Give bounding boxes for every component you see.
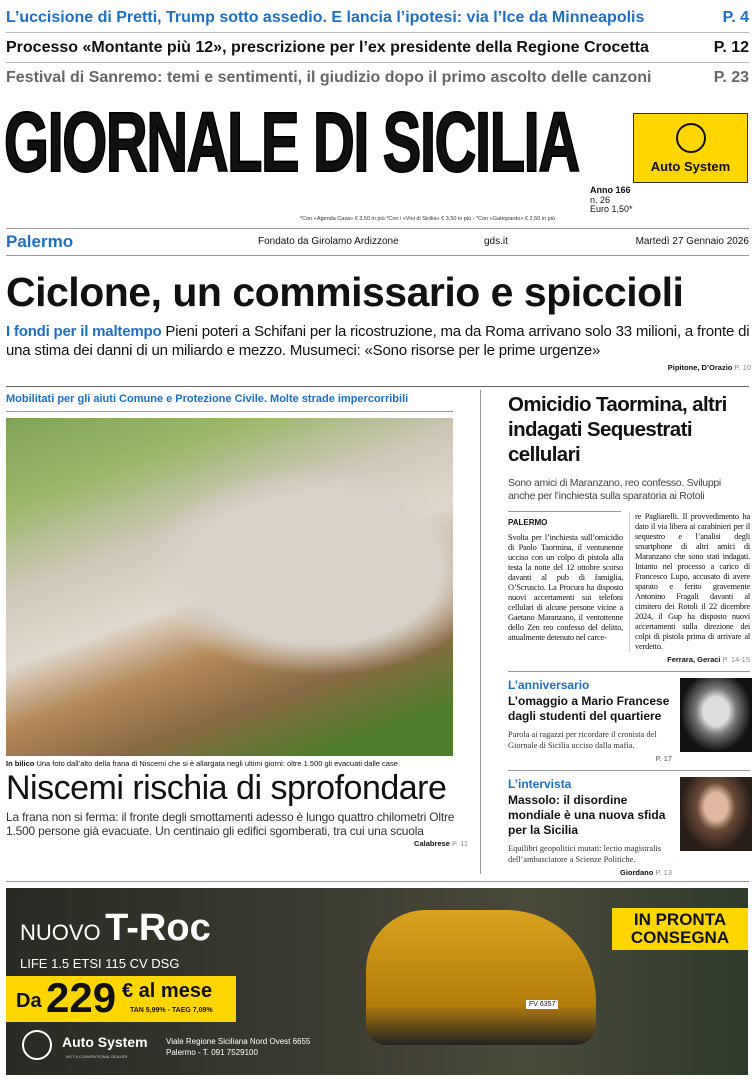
ad-address: Viale Regione Siciliana Nord Ovest 6655 Palermo - T. 091 7529100 <box>166 1037 311 1057</box>
anniversario-headline[interactable]: L’omaggio a Mario Francese dagli studenti del quartiere <box>508 694 670 723</box>
niscemi-summary: La frana non si ferma: il fronte degli smottamenti adesso è lungo quattro chilometri Oltre 1.500 persone già evacuate. Un centinaio gli edifici sgomberati, tra cui una scuola <box>6 810 455 838</box>
license-plate: FV 6357 <box>526 1000 558 1009</box>
teaser-page: P. 23 <box>713 69 749 86</box>
niscemi-headline[interactable]: Niscemi rischia di sprofondare <box>6 769 447 807</box>
teaser-text: L’uccisione di Pretti, Trump sotto assedio. E lancia l’ipotesi: via l’Ice da Minneapolis <box>6 8 645 26</box>
right-column <box>508 392 750 877</box>
mario-francese-photo <box>680 678 752 752</box>
vw-logo-icon <box>22 1030 52 1060</box>
anniversario-block <box>508 678 750 763</box>
issue-year: Anno 166 <box>590 185 631 195</box>
lead-block <box>6 322 751 372</box>
taormina-summary: Sono amici di Maranzano, reo confesso. Sviluppi anche per l’inchiesta sulla sparatoria ai Rotoli <box>508 477 721 502</box>
date: Martedì 27 Gennaio 2026 <box>635 236 749 247</box>
advertisement[interactable] <box>6 888 748 1075</box>
issue-number: n. 26 <box>590 194 611 205</box>
intervista-block <box>508 777 750 877</box>
taormina-col2: re Pagliarelli. Il provvedimento ha dato il via libera ai carabinieri per il sequestro e l’analisi degli smartphone di altri amici di Maranzano che sono stati indagati. Intanto nel processo a carico di Francesco Lupo, accusato di avere sparato e ferito gravemente Antonino Fragali davanti al cimitero dei Rotoli il 22 dicembre 2024, il Gup ha disposto nuovi accertamenti sulla direzione dei colpi di pistola prima di arrivare al verdetto. <box>629 512 750 652</box>
ad-badge: IN PRONTA CONSEGNA <box>612 908 748 950</box>
edition-label: Palermo <box>6 232 74 251</box>
sponsor-name: Auto System <box>650 158 731 174</box>
taormina-place: PALERMO <box>508 518 548 527</box>
massolo-photo <box>680 777 752 851</box>
ad-title: NUOVO T-Roc <box>20 907 211 949</box>
intervista-kicker: L’intervista <box>508 777 572 791</box>
lead-text: Pieni poteri a Schifani per la ricostruzione, ma da Roma arrivano solo 33 milioni, a fronte di una stima dei danni di un miliardo e mezzo. Musumeci: «Sono risorse per le prime urgenze» <box>6 323 750 359</box>
niscemi-byline: Calabrese P. 11 <box>414 839 468 848</box>
taormina-columns <box>508 512 750 652</box>
taormina-headline[interactable]: Omicidio Taormina, altri indagati Sequestrati cellulari <box>508 393 727 466</box>
ad-trim: LIFE 1.5 ETSI 115 CV DSG <box>20 956 180 971</box>
issue-price: Euro 1,50* <box>590 204 633 214</box>
teaser-2[interactable] <box>6 33 749 63</box>
lead-summary <box>6 322 751 360</box>
teaser-3[interactable] <box>6 63 749 93</box>
ad-dealer: Auto System <box>62 1034 148 1050</box>
founder: Fondato da Girolamo Ardizzone <box>258 236 399 247</box>
taormina-byline: Ferrara, Geraci P. 14-15 <box>667 655 750 664</box>
lead-byline: Pipitone, D’Orazio P. 10 <box>667 363 751 372</box>
supplements-note: *Con «Agenda Casa» € 3,50 in più.*Con i «Vini di Sicilia» € 3,50 in più - *Con «Gattopardo» € 2,50 in più <box>300 216 555 222</box>
issue-info <box>590 186 633 215</box>
photo-caption: In bilico Una foto dall’alto della frana di Niscemi che si è allargata negli ultimi giorni: oltre 1.500 gli evacuati dalle case <box>6 759 398 768</box>
niscemi-block <box>6 393 468 848</box>
intervista-headline[interactable]: Massolo: il disordine mondiale è una nuova sfida per la Sicilia <box>508 793 666 837</box>
vw-logo-icon <box>676 123 706 153</box>
anniversario-summary: Parola ai ragazzi per ricordare il cronista del Giornale di Sicilia ucciso dalla mafia. <box>508 730 657 750</box>
teaser-1[interactable] <box>6 3 749 33</box>
ad-dealer-tag: NOT A CONVENTIONAL DEALER <box>66 1054 128 1059</box>
teaser-page: P. 4 <box>722 8 749 26</box>
niscemi-landslide-photo <box>6 418 453 756</box>
anniversario-page: P. 17 <box>655 754 672 763</box>
lead-kicker: I fondi per il maltempo <box>6 323 162 340</box>
sponsor-logo <box>633 113 748 183</box>
teaser-text: Festival di Sanremo: temi e sentimenti, il giudizio dopo il primo ascolto delle canzoni <box>6 69 652 86</box>
niscemi-kicker: Mobilitati per gli aiuti Comune e Protezione Civile. Molte strade impercorribili <box>6 393 409 405</box>
anniversario-kicker: L’anniversario <box>508 678 590 692</box>
masthead-title: GIORNALE DI SICILIA <box>4 95 579 189</box>
teaser-text: Processo «Montante più 12», prescrizione per l’ex presidente della Regione Crocetta <box>6 38 649 56</box>
taormina-col1: Svolta per l’inchiesta sull’omicidio di Paolo Taormina, il ventunenne ucciso con un colpo di pistola alla testa la notte del 12 ottobre scorso davanti al pub di famiglia, O’Scruscio. La Procura ha disposto nuovi accertamenti sui telefoni cellulari di alcune persone vicine a Gaetano Maranzano, il ventottenne dello Zen reo confesso del delitto, attualmente detenuto nel carce- <box>508 533 623 642</box>
t-roc-car-image <box>366 910 596 1045</box>
lead-headline[interactable]: Ciclone, un commissario e spiccioli <box>6 269 684 315</box>
intervista-summary: Equilibri geopolitici mutati: lectio magistralis dell’ambasciatore a Scienze Politiche. <box>508 844 662 864</box>
intervista-byline: Giordano P. 13 <box>620 868 672 877</box>
teaser-page: P. 12 <box>713 38 749 56</box>
ad-price-box: Da 229 € al mese TAN 5,99% - TAEG 7,09% <box>6 976 236 1022</box>
site-link[interactable]: gds.it <box>484 236 508 247</box>
